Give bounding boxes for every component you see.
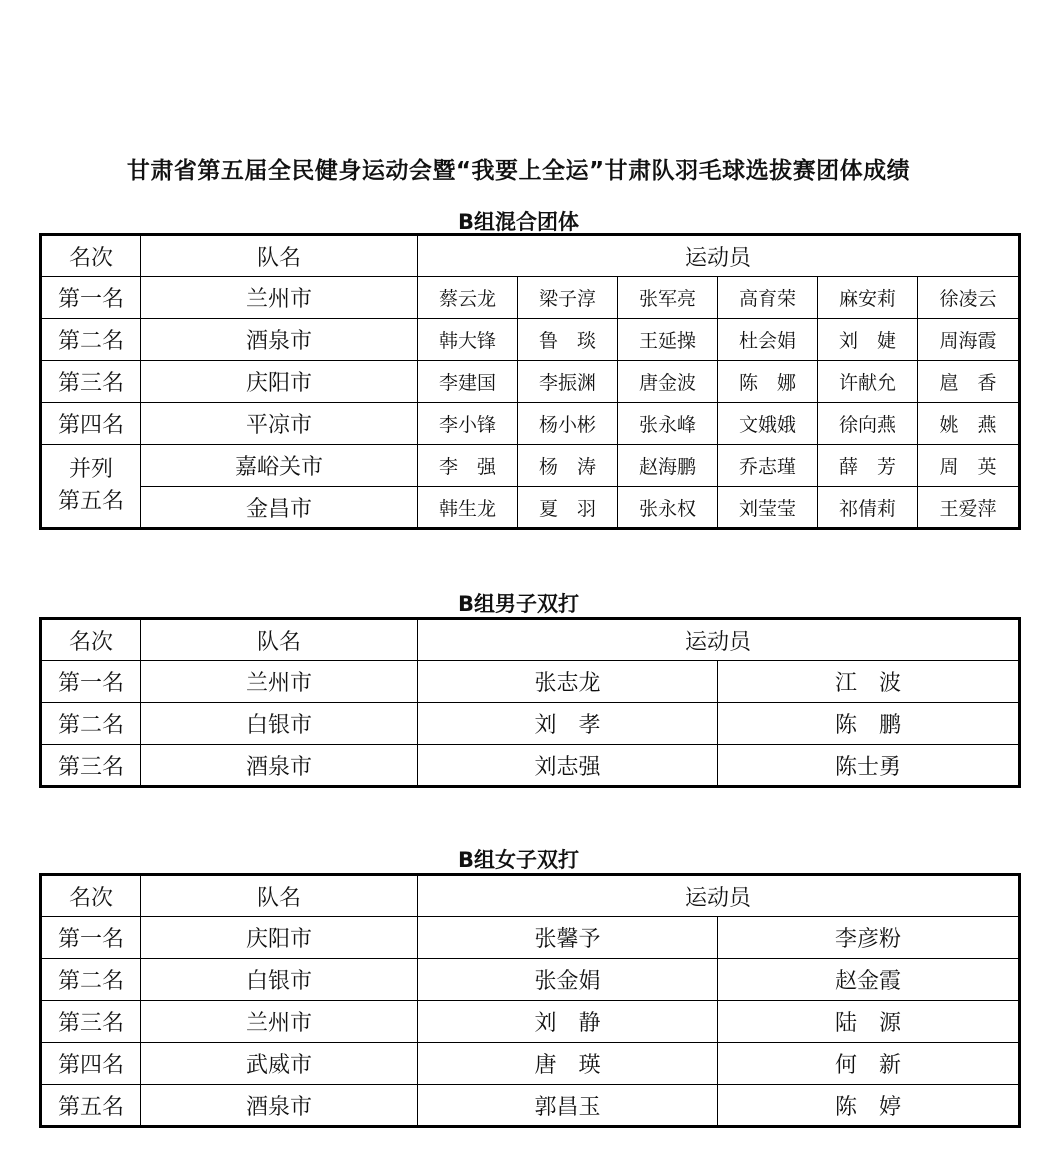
player-cell: 高育荣 — [718, 277, 818, 319]
table-row — [41, 487, 1020, 529]
player-cell: 李 强 — [418, 445, 518, 487]
player-cell: 刘 静 — [418, 1001, 718, 1043]
team-cell: 庆阳市 — [141, 917, 418, 959]
player-cell: 扈 香 — [918, 361, 1020, 403]
rank-cell: 第二名 — [41, 959, 141, 1001]
header-team: 队名 — [141, 875, 418, 917]
rank-cell: 第一名 — [41, 661, 141, 703]
player-cell: 张馨予 — [418, 917, 718, 959]
team-cell: 金昌市 — [141, 487, 418, 529]
team-cell: 庆阳市 — [141, 361, 418, 403]
player-cell: 王爱萍 — [918, 487, 1020, 529]
mens-doubles-subtitle: B组男子双打 — [457, 592, 579, 616]
player-cell: 刘莹莹 — [718, 487, 818, 529]
player-cell: 杜会娟 — [718, 319, 818, 361]
player-cell: 张永权 — [618, 487, 718, 529]
rank-cell: 第二名 — [41, 703, 141, 745]
player-cell: 陆 源 — [718, 1001, 1020, 1043]
table-header-row — [41, 875, 1020, 917]
header-team: 队名 — [141, 235, 418, 277]
player-cell: 唐金波 — [618, 361, 718, 403]
table-row — [41, 745, 1020, 787]
team-cell: 白银市 — [141, 959, 418, 1001]
player-cell: 徐向燕 — [818, 403, 918, 445]
player-cell: 李彦粉 — [718, 917, 1020, 959]
tie-rank-line2: 第五名 — [57, 489, 124, 514]
player-cell: 梁子淳 — [518, 277, 618, 319]
header-athletes: 运动员 — [418, 619, 1020, 661]
table-header-row — [41, 619, 1020, 661]
player-cell: 王延操 — [618, 319, 718, 361]
player-cell: 周海霞 — [918, 319, 1020, 361]
team-cell: 嘉峪关市 — [141, 445, 418, 487]
player-cell: 陈 婷 — [718, 1085, 1020, 1127]
player-cell: 乔志瑾 — [718, 445, 818, 487]
team-cell: 酒泉市 — [141, 1085, 418, 1127]
table-row — [41, 917, 1020, 959]
player-cell: 赵金霞 — [718, 959, 1020, 1001]
player-cell: 陈士勇 — [718, 745, 1020, 787]
rank-cell: 第四名 — [41, 403, 141, 445]
rank-cell: 第二名 — [41, 319, 141, 361]
rank-cell: 第五名 — [41, 1085, 141, 1127]
table-row — [41, 277, 1020, 319]
mixed-team-table — [39, 233, 1021, 530]
player-cell: 唐 瑛 — [418, 1043, 718, 1085]
team-cell: 武威市 — [141, 1043, 418, 1085]
table-row — [41, 403, 1020, 445]
rank-cell: 第三名 — [41, 1001, 141, 1043]
team-cell: 酒泉市 — [141, 745, 418, 787]
header-athletes: 运动员 — [418, 875, 1020, 917]
rank-cell: 第一名 — [41, 917, 141, 959]
player-cell: 许献允 — [818, 361, 918, 403]
player-cell: 麻安莉 — [818, 277, 918, 319]
table-row — [41, 959, 1020, 1001]
player-cell: 杨小彬 — [518, 403, 618, 445]
player-cell: 李建国 — [418, 361, 518, 403]
team-cell: 兰州市 — [141, 277, 418, 319]
rank-cell: 第三名 — [41, 361, 141, 403]
mens-doubles-table — [39, 617, 1021, 788]
tie-rank-line1: 并列 — [68, 457, 113, 482]
table-row — [41, 1085, 1020, 1127]
player-cell: 张军亮 — [618, 277, 718, 319]
team-cell: 兰州市 — [141, 661, 418, 703]
table-row — [41, 1001, 1020, 1043]
player-cell: 姚 燕 — [918, 403, 1020, 445]
player-cell: 陈 鹏 — [718, 703, 1020, 745]
player-cell: 刘 孝 — [418, 703, 718, 745]
table-row — [41, 361, 1020, 403]
player-cell: 张志龙 — [418, 661, 718, 703]
header-team: 队名 — [141, 619, 418, 661]
player-cell: 薛 芳 — [818, 445, 918, 487]
header-rank: 名次 — [41, 235, 141, 277]
header-rank: 名次 — [41, 875, 141, 917]
mixed-team-subtitle: B组混合团体 — [457, 210, 579, 234]
rank-cell: 第三名 — [41, 745, 141, 787]
rank-cell: 第四名 — [41, 1043, 141, 1085]
womens-doubles-subtitle: B组女子双打 — [457, 848, 579, 872]
table-row — [41, 703, 1020, 745]
header-rank: 名次 — [41, 619, 141, 661]
player-cell: 李小锋 — [418, 403, 518, 445]
player-cell: 张金娟 — [418, 959, 718, 1001]
table-row — [41, 445, 1020, 487]
tie-rank-cell — [41, 445, 141, 529]
player-cell: 杨 涛 — [518, 445, 618, 487]
table-row — [41, 661, 1020, 703]
player-cell: 蔡云龙 — [418, 277, 518, 319]
player-cell: 赵海鹏 — [618, 445, 718, 487]
team-cell: 平凉市 — [141, 403, 418, 445]
player-cell: 刘志强 — [418, 745, 718, 787]
table-row — [41, 1043, 1020, 1085]
player-cell: 周 英 — [918, 445, 1020, 487]
player-cell: 鲁 琰 — [518, 319, 618, 361]
player-cell: 陈 娜 — [718, 361, 818, 403]
player-cell: 韩大锋 — [418, 319, 518, 361]
player-cell: 文娥娥 — [718, 403, 818, 445]
player-cell: 韩生龙 — [418, 487, 518, 529]
team-cell: 白银市 — [141, 703, 418, 745]
player-cell: 夏 羽 — [518, 487, 618, 529]
team-cell: 兰州市 — [141, 1001, 418, 1043]
header-athletes: 运动员 — [418, 235, 1020, 277]
player-cell: 刘 婕 — [818, 319, 918, 361]
player-cell: 何 新 — [718, 1043, 1020, 1085]
player-cell: 祁倩莉 — [818, 487, 918, 529]
player-cell: 李振渊 — [518, 361, 618, 403]
player-cell: 郭昌玉 — [418, 1085, 718, 1127]
table-header-row — [41, 235, 1020, 277]
womens-doubles-table — [39, 873, 1021, 1128]
rank-cell: 第一名 — [41, 277, 141, 319]
team-cell: 酒泉市 — [141, 319, 418, 361]
player-cell: 江 波 — [718, 661, 1020, 703]
player-cell: 徐凌云 — [918, 277, 1020, 319]
table-row — [41, 319, 1020, 361]
document-title: 甘肃省第五届全民健身运动会暨“我要上全运”甘肃队羽毛球选拔赛团体成绩 — [126, 158, 911, 184]
player-cell: 张永峰 — [618, 403, 718, 445]
